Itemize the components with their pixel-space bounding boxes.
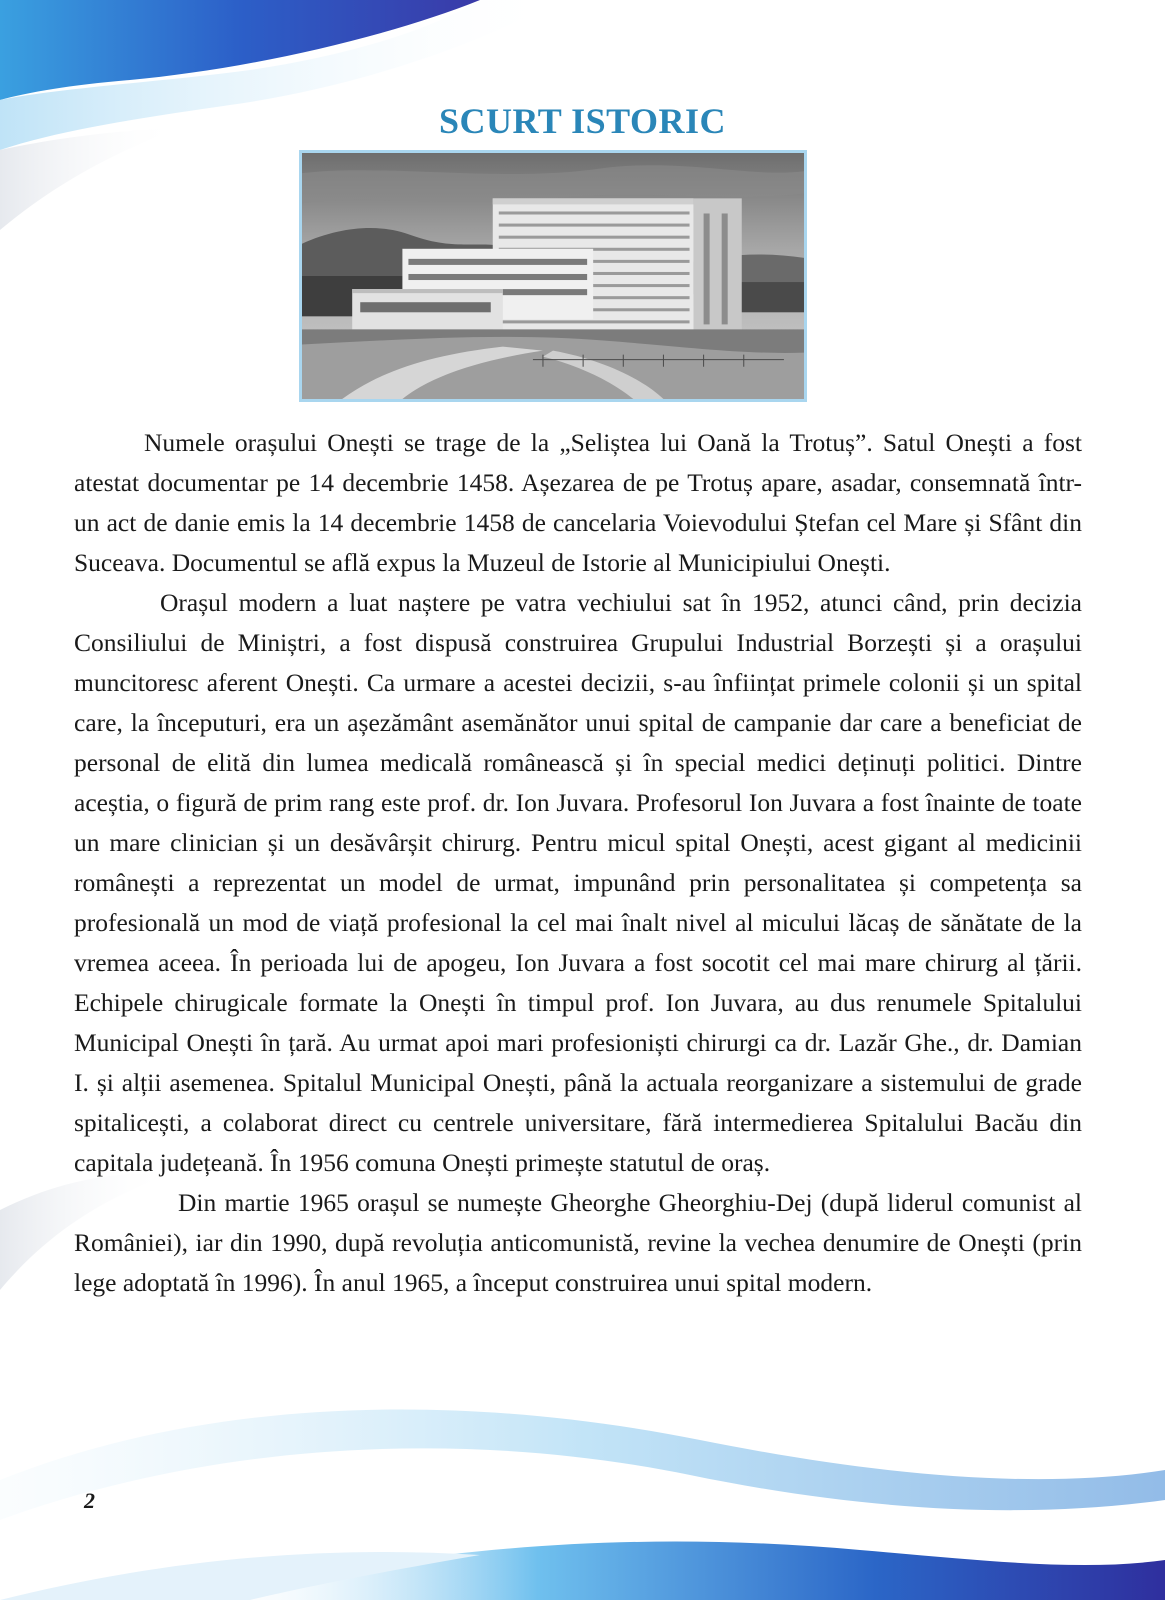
hospital-building-photo [299,150,807,402]
page-title: SCURT ISTORIC [438,101,726,141]
hospital-building-illustration [302,153,804,399]
page-number: 2 [84,1488,95,1513]
paragraph-origin: Numele orașului Onești se trage de la „Seliștea lui Oană la Trotuș”. Satul Onești a fost atestat documentar pe 14 decembrie 1458. Așezarea de pe Trotuș apare, asadar, consemnată într-un act de danie emis la 14 decembrie 1458 de cancelaria Voievodului Ștefan cel Mare și Sfânt din Suceava. Documentul se află expus la Muzeul de Istorie al Municipiului Onești. [74,428,1082,577]
paragraph-modern-town: Orașul modern a luat naștere pe vatra vechiului sat în 1952, atunci când, prin decizia Consiliului de Miniștri, a fost dispusă construirea Grupului Industrial Borzești și a orașului muncitoresc aferent Onești. Ca urmare a acestei decizii, s-au înființat primele colonii și un spital care, la începuturi, era un așezământ asemănător unui spital de campanie dar care a beneficiat de personal de elită din lumea medicală românească și în special medici deținuți politici. Dintre aceștia, o figură de prim rang este prof. dr. Ion Juvara. Profesorul Ion Juvara a fost înainte de toate un mare clinician și un desăvârșit chirurg. Pentru micul spital Onești, acest gigant al medicinii românești a reprezentat un model de urmat, impunând prin personalitatea și competența sa profesională un mod de viață profesional la cel mai înalt nivel al micului lăcaș de sănătate de la vremea aceea. În perioada lui de apogeu, Ion Juvara a fost socotit cel mai mare chirurg al țării. Echipele chirugicale formate la Onești în timpul prof. Ion Juvara, au dus renumele Spitalului Municipal Onești în țară. Au urmat apoi mari profesioniști chirurgi ca dr. Lazăr Ghe., dr. Damian I. și alții asemenea. Spitalul Municipal Onești, până la actuala reorganizare a sistemului de grade spitalicești, a colaborat direct cu centrele universitare, fără intermedierea Spitalului Bacău din capitala județeană. În 1956 comuna Onești primește statutul de oraș. [74,588,1082,1177]
paragraph-renaming: Din martie 1965 orașul se numește Gheorghe Gheorghiu-Dej (după liderul comunist al României), iar din 1990, după revoluția anticomunistă, revine la vechea denumire de Onești (prin lege adoptată în 1996). În anul 1965, a început construirea unui spital modern. [74,1188,1082,1297]
history-text [74,423,1082,1303]
